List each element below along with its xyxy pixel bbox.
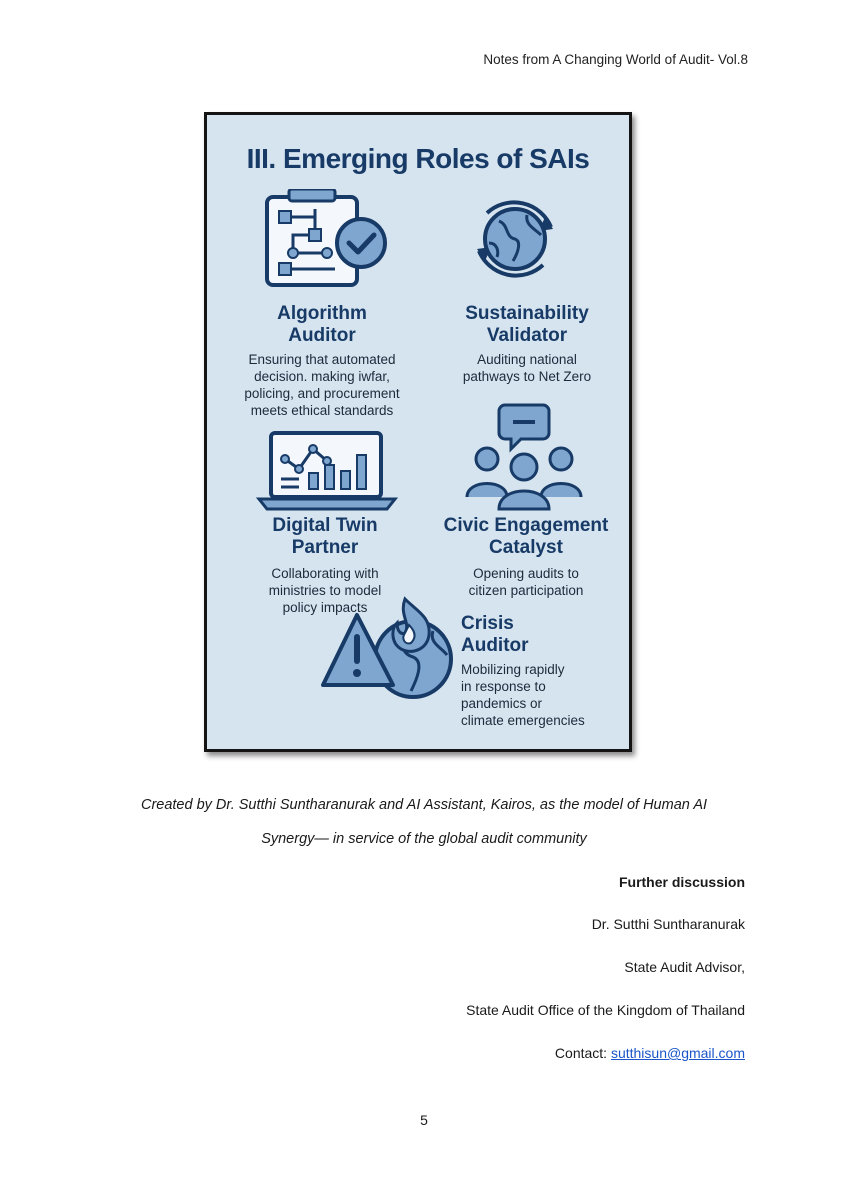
role-title-sustainability-validator (429, 303, 625, 347)
desc-line: citizen participation (468, 583, 584, 598)
author-organization: State Audit Office of the Kingdom of Thailand (466, 1002, 745, 1018)
desc-line: decision. making iwfar, (254, 369, 390, 384)
role-title-line: Partner (291, 537, 359, 558)
desc-line: Collaborating with (271, 566, 379, 581)
role-title-crisis-auditor (461, 613, 621, 657)
role-title-line: Auditor (461, 635, 529, 656)
desc-line: climate emergencies (461, 713, 585, 728)
role-title-line: Catalyst (489, 537, 563, 558)
caption-line: Created by Dr. Sutthi Suntharanurak and AI Assistant, Kairos, as the model of Human AI (140, 797, 708, 813)
desc-line: pandemics or (461, 696, 543, 711)
running-header: Notes from A Changing World of Audit- Vol.8 (483, 52, 748, 67)
infographic-poster (204, 112, 632, 752)
contact-line (555, 1045, 745, 1061)
desc-line: in response to (461, 679, 546, 694)
role-desc-sustainability-validator (429, 351, 625, 385)
desc-line: Mobilizing rapidly (461, 662, 565, 677)
role-title-line: Algorithm (277, 303, 367, 324)
role-title-line: Auditor (288, 325, 356, 346)
globe-cycle-icon (469, 191, 561, 287)
flowchart-checkmark-icon (257, 189, 393, 289)
warning-burning-globe-icon (321, 595, 461, 703)
author-position: State Audit Advisor, (624, 959, 745, 975)
further-discussion-heading: Further discussion (618, 874, 745, 890)
desc-line: ministries to model (268, 583, 382, 598)
desc-line: meets ethical standards (250, 403, 394, 418)
desc-line: Ensuring that automated (248, 352, 396, 367)
role-title-line: Civic Engagement (443, 515, 609, 536)
author-name: Dr. Sutthi Suntharanurak (591, 916, 745, 932)
role-title-line: Validator (486, 325, 568, 346)
role-title-line: Digital Twin (272, 515, 378, 536)
role-desc-civic-engagement-catalyst (421, 565, 631, 599)
desc-line: policy impacts (282, 600, 368, 615)
desc-line: policing, and procurement (244, 386, 400, 401)
figure-caption (0, 788, 848, 856)
page-number: 5 (420, 1112, 428, 1128)
role-title-line: Sustainability (465, 303, 589, 324)
role-title-algorithm-auditor (227, 303, 417, 347)
caption-line: Synergy— in service of the global audit community (261, 831, 587, 847)
laptop-chart-icon (255, 429, 399, 513)
desc-line: Auditing national (477, 352, 577, 367)
desc-line: Opening audits to (473, 566, 579, 581)
role-title-digital-twin-partner (227, 515, 423, 559)
email-link[interactable]: sutthisun@gmail.com (610, 1045, 745, 1061)
role-title-line: Crisis (461, 613, 514, 634)
contact-label: Contact: (554, 1045, 611, 1061)
people-chat-icon (463, 401, 585, 511)
role-desc-crisis-auditor (461, 661, 631, 729)
desc-line: pathways to Net Zero (462, 369, 592, 384)
role-desc-algorithm-auditor (217, 351, 427, 419)
role-title-civic-engagement-catalyst (421, 515, 631, 559)
poster-title: III. Emerging Roles of SAIs (246, 143, 590, 174)
